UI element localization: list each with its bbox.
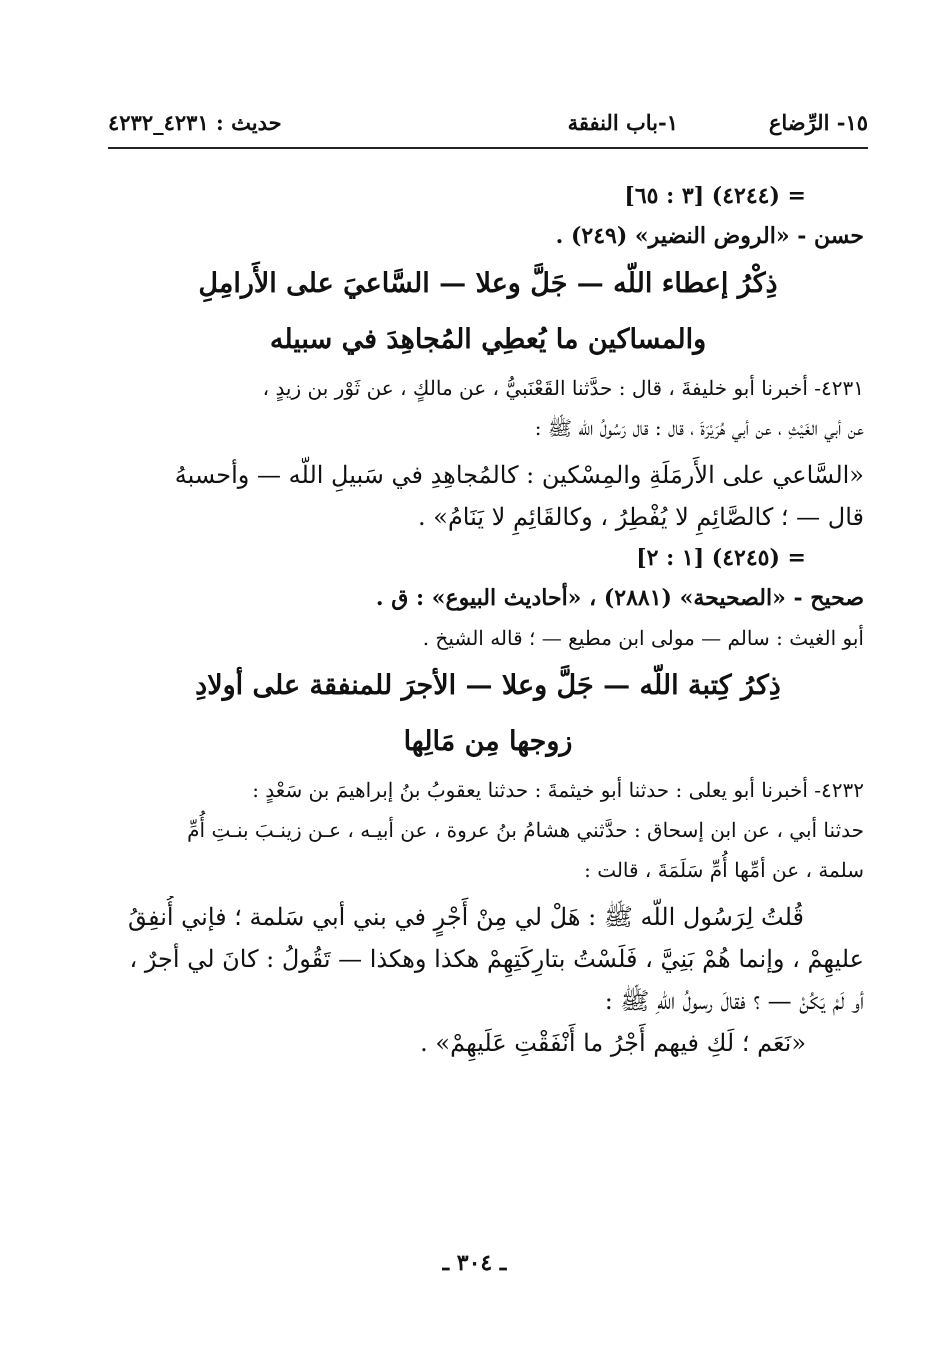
hadith-text-line: أو لَمْ يَكُنْ — ؟ فقالَ رسولُ اللّهِ ﷺ : [604,987,864,1015]
running-header [108,104,868,144]
chapter-heading-line: ذِكْرُ إعطاء اللّه — جَلَّ وعلا — السَّاعيَ على الأَرامِلِ [198,268,778,299]
chapter-heading-line: زوجها مِن مَالِها [403,726,573,757]
hadith-text-line: عليهِمْ ، وإنما هُمْ بَنِيَّ ، فَلَسْتُ بتارِكَتِهِمْ هكذا وهكذا — تَقُولُ : كانَ لي أجرٌ ، [129,945,864,973]
hadith-range: حديث : ٤٢٣١_٤٢٣٢ [108,110,282,135]
section-title: ١-باب النفقة [567,110,678,135]
page-number: ـ ٣٠٤ ـ [442,1250,507,1276]
isnad-line: عن أبي الغَيْثِ ، عن أبي هُرَيْرَةَ ، قال : قال رَسُولُ اللّه ﷺ : [534,416,864,440]
hadith-text-line: قُلتُ لِرَسُول اللّه ﷺ : هَلْ لي مِنْ أَجْرٍ في بني أبي سَلمة ؛ فإني أُنفِقُ [128,903,804,931]
grading-note: حسن - «الروض النضير» (٢٤٩) . [555,223,864,249]
isnad-line: سلمة ، عن أمِّها أُمِّ سَلَمَةَ ، قالت : [584,858,864,882]
chapter-heading-line: والمساكين ما يُعطِي المُجاهِدَ في سبيله [269,324,707,355]
cross-reference: = (٤٢٤٤) [٣ : ٦٥] [624,183,806,209]
isnad-line: ٤٢٣٢- أخبرنا أبو يعلى : حدثنا أبو خيثمةَ : حدثنا يعقوبُ بنُ إبراهيمَ بن سَعْدٍ : [252,778,864,802]
chapter-title: ١٥- الرِّضاع [768,110,868,135]
hadith-text-line: «نَعَم ؛ لَكِ فيهم أَجْرُ ما أَنْفَقْتِ عَلَيهِمْ» . [420,1029,806,1057]
isnad-line: ٤٢٣١- أخبرنا أبو خليفةَ ، قال : حدَّثنا القَعْنَبيُّ ، عن مالكٍ ، عن ثَوْر بن زيدٍ ، [262,376,864,400]
header-divider [108,147,868,149]
cross-reference: = (٤٢٤٥) [١ : ٢] [636,545,806,571]
hadith-text-line: «السَّاعي على الأَرمَلَةِ والمِسْكين : كالمُجاهِدِ في سَبيلِ اللّه — وأحسبهُ [174,461,864,489]
chapter-heading-line: ذِكرُ كِتبة اللّه — جَلَّ وعلا — الأجرَ للمنفقة على أولادِ [195,670,781,701]
page-body [112,176,864,1064]
hadith-text-line: قال — ؛ كالصَّائِمِ لا يُفْطِرُ ، وكالقَائِمِ لا يَنَامُ» . [418,503,864,531]
isnad-line: حدثنا أبي ، عن ابن إسحاق : حدَّثني هشامُ بنُ عروة ، عن أبيـه ، عـن زينـبَ بنـتِ أُمِّ [187,818,864,842]
grading-note: صحيح - «الصحيحة» (٢٨٨١) ، «أحاديث البيوع» : ق . [375,585,864,611]
commentary-note: أبو الغيث : سالم — مولى ابن مطيع — ؛ قاله الشيخ . [422,626,864,650]
